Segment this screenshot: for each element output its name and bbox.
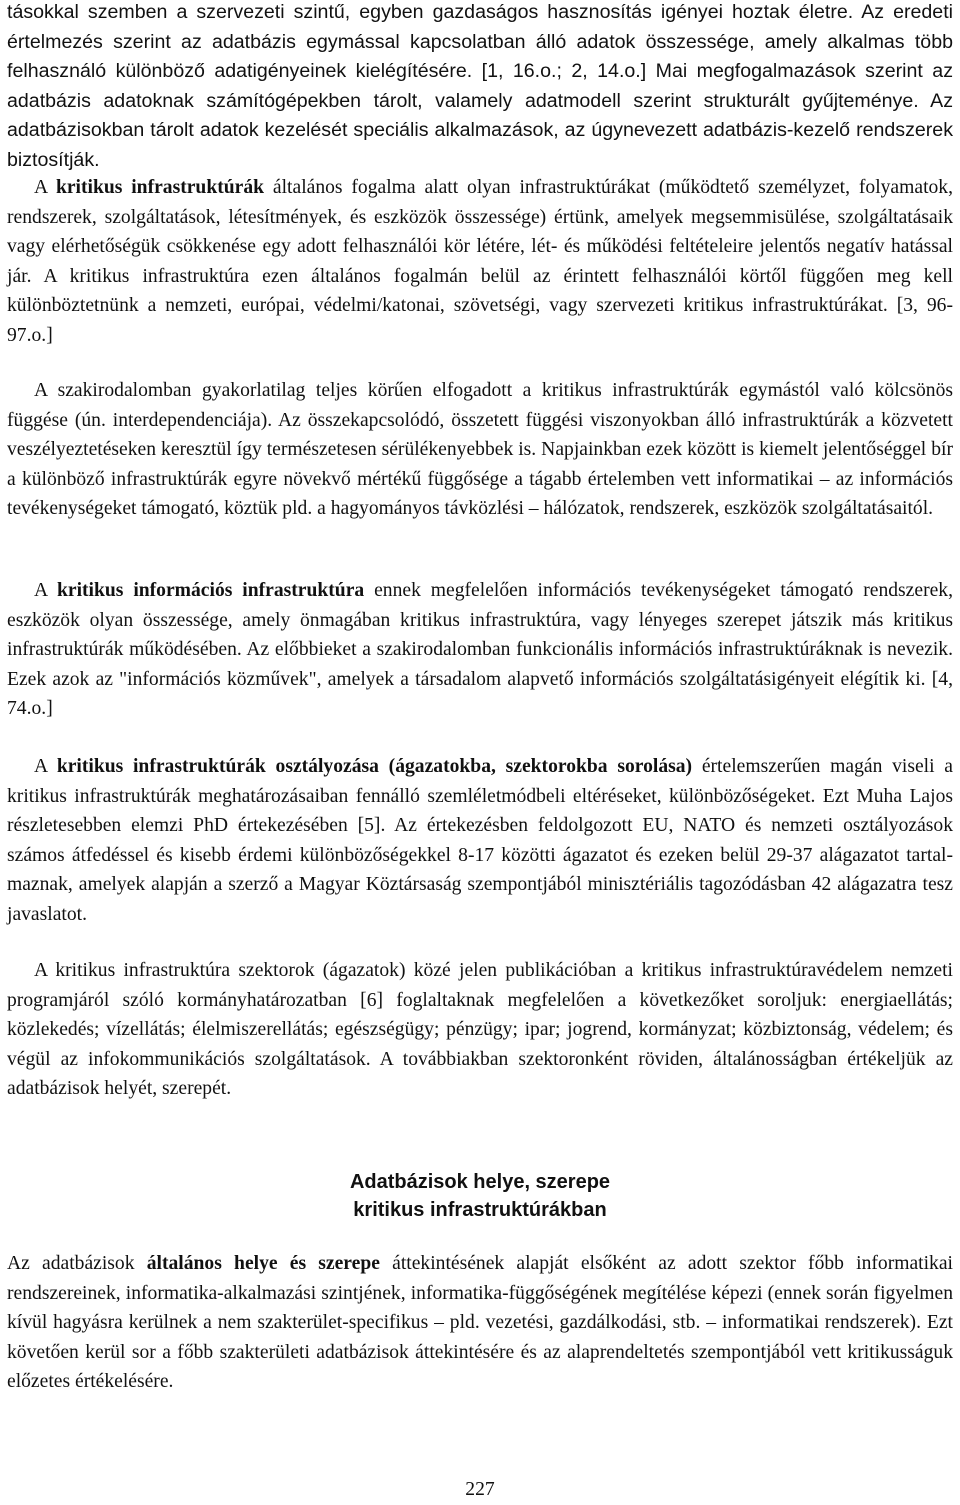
ci-lead: A (34, 177, 56, 198)
classif-bold-term: kritikus infrastruktúrák osztályozása (ágazatokba, szektorokba sorolása) (56, 756, 693, 777)
interdep-text: A szakirodalomban gyakorlatilag teljes körűen elfogadott a kritikus infrastruktúrák egymástól való kölcsönös függése (ún. interdependenciája). Az összekapcsolódó, összetett függési viszonyokban álló infrastruktúrák a közvetett veszélyeztetéseken keresztül így természetesen sérülékenyebbek is. Napjainkban ezek között is kiemelt jelentőséggel bír a különböző infrastruktúrák egyre növekvő mértékű függősége a tágabb értelemben vett informatikai – az információs tevékenységeket támogató, köztük pld. a hagyományos távközlési – hálózatok, rendszerek, eszközök szolgáltatásaitól. (7, 380, 953, 520)
general-lead: Az adatbázisok (7, 1253, 147, 1274)
ci-bold-term: kritikus infrastruktúrák (55, 177, 265, 198)
section-heading-line-2: kritikus infrastruktúrákban (353, 1199, 607, 1221)
general-role-paragraph (7, 1249, 953, 1397)
classif-text: értelemszerűen magán viseli a kritikus infrastruktúrák meghatározásaiban fennálló szemléletmódbeli eltéréseket, különbözőségeket. Ezt Muha Lajos részletesebben elemzi PhD értekezésében [5]. Az értekezésben feldolgozott EU, NATO és nemzeti osztályozások számos átfedéssel és kisebb érdemi különbözőségekkel 8-17 közötti ágazatot és ezeken belül 29-37 alágazatot tartalmaznak, amelyek alapján a szerző a Magyar Köztársaság szempontjából minisztériális tagozódásban 42 alágazatra tesz javaslatot. (7, 756, 954, 925)
ci-text: általános fogalma alatt olyan infrastruktúrákat (működtető személyzet, folyamatok, rendszerek, szolgáltatások, létesítmények, és eszközök összessége) értünk, amelyek megsemmisülése, szolgáltatásaik vagy elérhetőségük csökkenése egy adott felhasználói kör létére, lét- és működési feltételeire jelentős negatív hatással jár. A kritikus infrastruktúra ezen általános fogalmán belül az érintett felhasználói körtől függően meg kell különböztetnünk a nemzeti, európai, védelmi/katonai, szövetségi, vagy szervezeti kritikus infrastruktúrákat. [3, 96-97.o.] (7, 177, 953, 346)
critical-infrastructure-paragraph (7, 173, 953, 351)
sectors-text: A kritikus infrastruktúra szektorok (ágazatok) közé jelen publikációban a kritikus infrastruktúravédelem nemzeti programjáról szóló kormányhatározatban [6] foglaltaknak megfelelően a következőket soroljuk: energiaellátás; közlekedés; vízellátás; élelmiszerellátás; egészségügy; pénzügy; ipar; jogrend, kormányzat; közbiztonság, védelem; és végül az infokommunikációs szolgáltatások. A továbbiakban szektoronként röviden, általánosságban értékeljük az adatbázisok helyét, szerepét. (7, 960, 953, 1100)
sectors-paragraph (7, 956, 953, 1104)
general-bold-term: általános helye és szerepe (146, 1253, 380, 1274)
cii-lead: A (34, 580, 57, 601)
interdependency-paragraph (7, 376, 953, 524)
classif-lead: A (34, 756, 57, 777)
section-heading (7, 1168, 953, 1224)
general-text: áttekintésének alapját elsőként az adott szektor főbb informatikai rendszereinek, informatika-alkalmazási szintjének, informatika-függőségének megítélése képezi (ennek során figyelmen kívül hagyásra kerülnek a nem szakterület-specifikus – pld. vezetési, gazdálkodási, stb. – informatikai rendszerek). Ezt követően kerül sor a főbb szakterületi adatbázisok áttekintésére és az alaprendeltetés szempontjából vett kritikusságuk előzetes értékelésére. (7, 1253, 953, 1393)
intro-text: tásokkal szemben a szervezeti szintű, egyben gazdaságos hasznosítás igényei hoztak életre. Az eredeti értelmezés szerint az adatbázis egymással kapcsolatban álló adatok összessége, amely alkalmas több felhasználó különböző adatigényeinek kielégítésére. [1, 16.o.; 2, 14.o.] Mai megfogalmazások szerint az adatbázis adatoknak számítógépekben tárolt, valamely adatmodell szerint strukturált gyűjteménye. Az adatbázisokban tárolt adatok kezelését speciális alkalmazások, az úgynevezett adatbázis-kezelő rendszerek biztosítják. (7, 1, 953, 171)
classification-paragraph (7, 752, 953, 930)
page-number: 227 (465, 1479, 495, 1500)
section-heading-line-1: Adatbázisok helye, szerepe (349, 1171, 611, 1193)
intro-paragraph (7, 0, 953, 176)
critical-information-infrastructure-paragraph (7, 576, 953, 724)
cii-bold-term: kritikus információs infrastruktúra (56, 580, 365, 601)
cii-text: ennek megfelelően információs tevékenységeket támogató rendszerek, eszközök olyan összessége, amely önmagában kritikus infrastruktúra, vagy lényeges szerepet játszik más kritikus infrastruktúrák működésében. Az előbbieket a szakirodalomban funkcionális információs infrastruktúráknak is nevezik. Ezek azok az "információs közművek", amelyek a társadalom alapvető információs szolgáltatásigényeit elégítik ki. [4, 74.o.] (7, 580, 953, 720)
